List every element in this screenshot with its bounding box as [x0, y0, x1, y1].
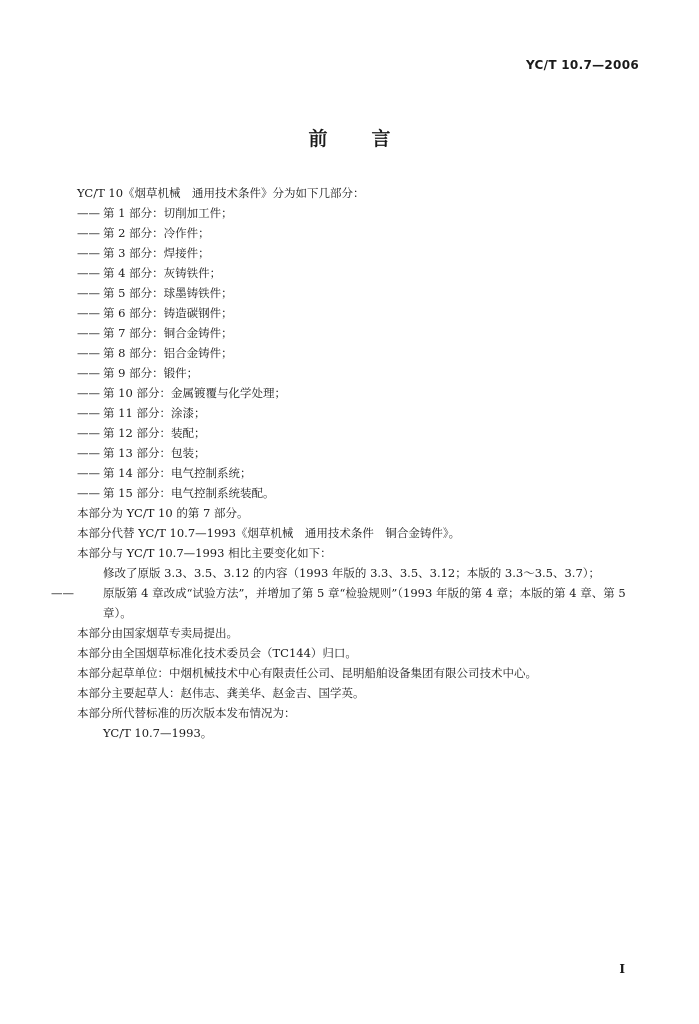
list-item [77, 263, 647, 283]
list-item-label: 第 4 部分：灰铸铁件； [103, 266, 222, 280]
dash: —— [77, 226, 100, 240]
list-item [77, 343, 647, 363]
statement-centralized: 本部分由全国烟草标准化技术委员会（TC144）归口。 [77, 646, 357, 660]
history-item: YC/T 10.7—1993。 [103, 726, 213, 740]
dash: —— [51, 586, 74, 600]
dash: —— [77, 406, 100, 420]
list-item [77, 203, 647, 223]
list-item-label: 第 6 部分：铸造碳钢件； [103, 306, 233, 320]
list-item-label: 第 9 部分：锻件； [103, 366, 199, 380]
dash: —— [77, 306, 100, 320]
dash: —— [77, 266, 100, 280]
page-number: I [619, 962, 625, 976]
list-item [77, 283, 647, 303]
document-code: YC/T 10.7—2006 [525, 58, 639, 72]
dash: —— [77, 386, 100, 400]
list-item [77, 403, 647, 423]
statement-history-intro: 本部分所代替标准的历次版本发布情况为： [77, 706, 296, 720]
dash: —— [77, 466, 100, 480]
list-item-label: 第 5 部分：球墨铸铁件； [103, 286, 233, 300]
list-item-label: 第 14 部分：电气控制系统； [103, 466, 252, 480]
statement-drafting-units: 本部分起草单位：中烟机械技术中心有限责任公司、昆明船舶设备集团有限公司技术中心。 [77, 666, 537, 680]
list-item-label: 第 2 部分：冷作件； [103, 226, 210, 240]
list-item-label: 第 10 部分：金属镀覆与化学处理； [103, 386, 286, 400]
list-item [77, 443, 647, 463]
list-item [77, 383, 647, 403]
list-item [77, 323, 647, 343]
list-item [77, 303, 647, 323]
statement-part-number: 本部分为 YC/T 10 的第 7 部分。 [77, 506, 249, 520]
list-item [77, 463, 647, 483]
statement-changes-intro: 本部分与 YC/T 10.7—1993 相比主要变化如下： [77, 546, 332, 560]
dash: —— [77, 426, 100, 440]
dash: —— [77, 326, 100, 340]
list-item [77, 243, 647, 263]
parts-list [77, 203, 647, 503]
dash: —— [77, 346, 100, 360]
list-item [77, 363, 647, 383]
list-item-label: 第 3 部分：焊接件； [103, 246, 210, 260]
change-item-1 [77, 563, 647, 583]
list-item-label: 第 13 部分：包装； [103, 446, 206, 460]
dash: —— [77, 286, 100, 300]
change-item-text: 修改了原版 3.3、3.5、3.12 的内容（1993 年版的 3.3、3.5、3.12；本版的 3.3～3.5、3.7）； [103, 566, 601, 580]
list-item-label: 第 8 部分：铝合金铸件； [103, 346, 233, 360]
list-item-label: 第 12 部分：装配； [103, 426, 206, 440]
statement-proposed-by: 本部分由国家烟草专卖局提出。 [77, 626, 238, 640]
list-item-label: 第 1 部分：切削加工件； [103, 206, 233, 220]
statement-replaces: 本部分代替 YC/T 10.7—1993《烟草机械 通用技术条件 铜合金铸件》。 [77, 526, 461, 540]
list-item-label: 第 7 部分：铜合金铸件； [103, 326, 233, 340]
page-title: 前言 [308, 128, 435, 150]
dash: —— [77, 366, 100, 380]
document-body [51, 183, 647, 743]
list-item-label: 第 11 部分：涂漆； [103, 406, 206, 420]
dash: —— [77, 206, 100, 220]
list-item [77, 223, 647, 243]
list-item [77, 483, 647, 503]
change-item-text: 原版第 4 章改成“试验方法”，并增加了第 5 章“检验规则”（1993 年版的第 4 章；本版的第 4 章、第 5 章）。 [103, 586, 626, 620]
list-item-label: 第 15 部分：电气控制系统装配。 [103, 486, 275, 500]
dash: —— [77, 246, 100, 260]
dash: —— [77, 486, 100, 500]
statement-drafters: 本部分主要起草人：赵伟志、龚美华、赵金吉、国学英。 [77, 686, 365, 700]
intro-line: YC/T 10《烟草机械 通用技术条件》分为如下几部分： [77, 186, 365, 200]
change-item-2 [51, 583, 647, 623]
list-item [77, 423, 647, 443]
dash: —— [77, 446, 100, 460]
